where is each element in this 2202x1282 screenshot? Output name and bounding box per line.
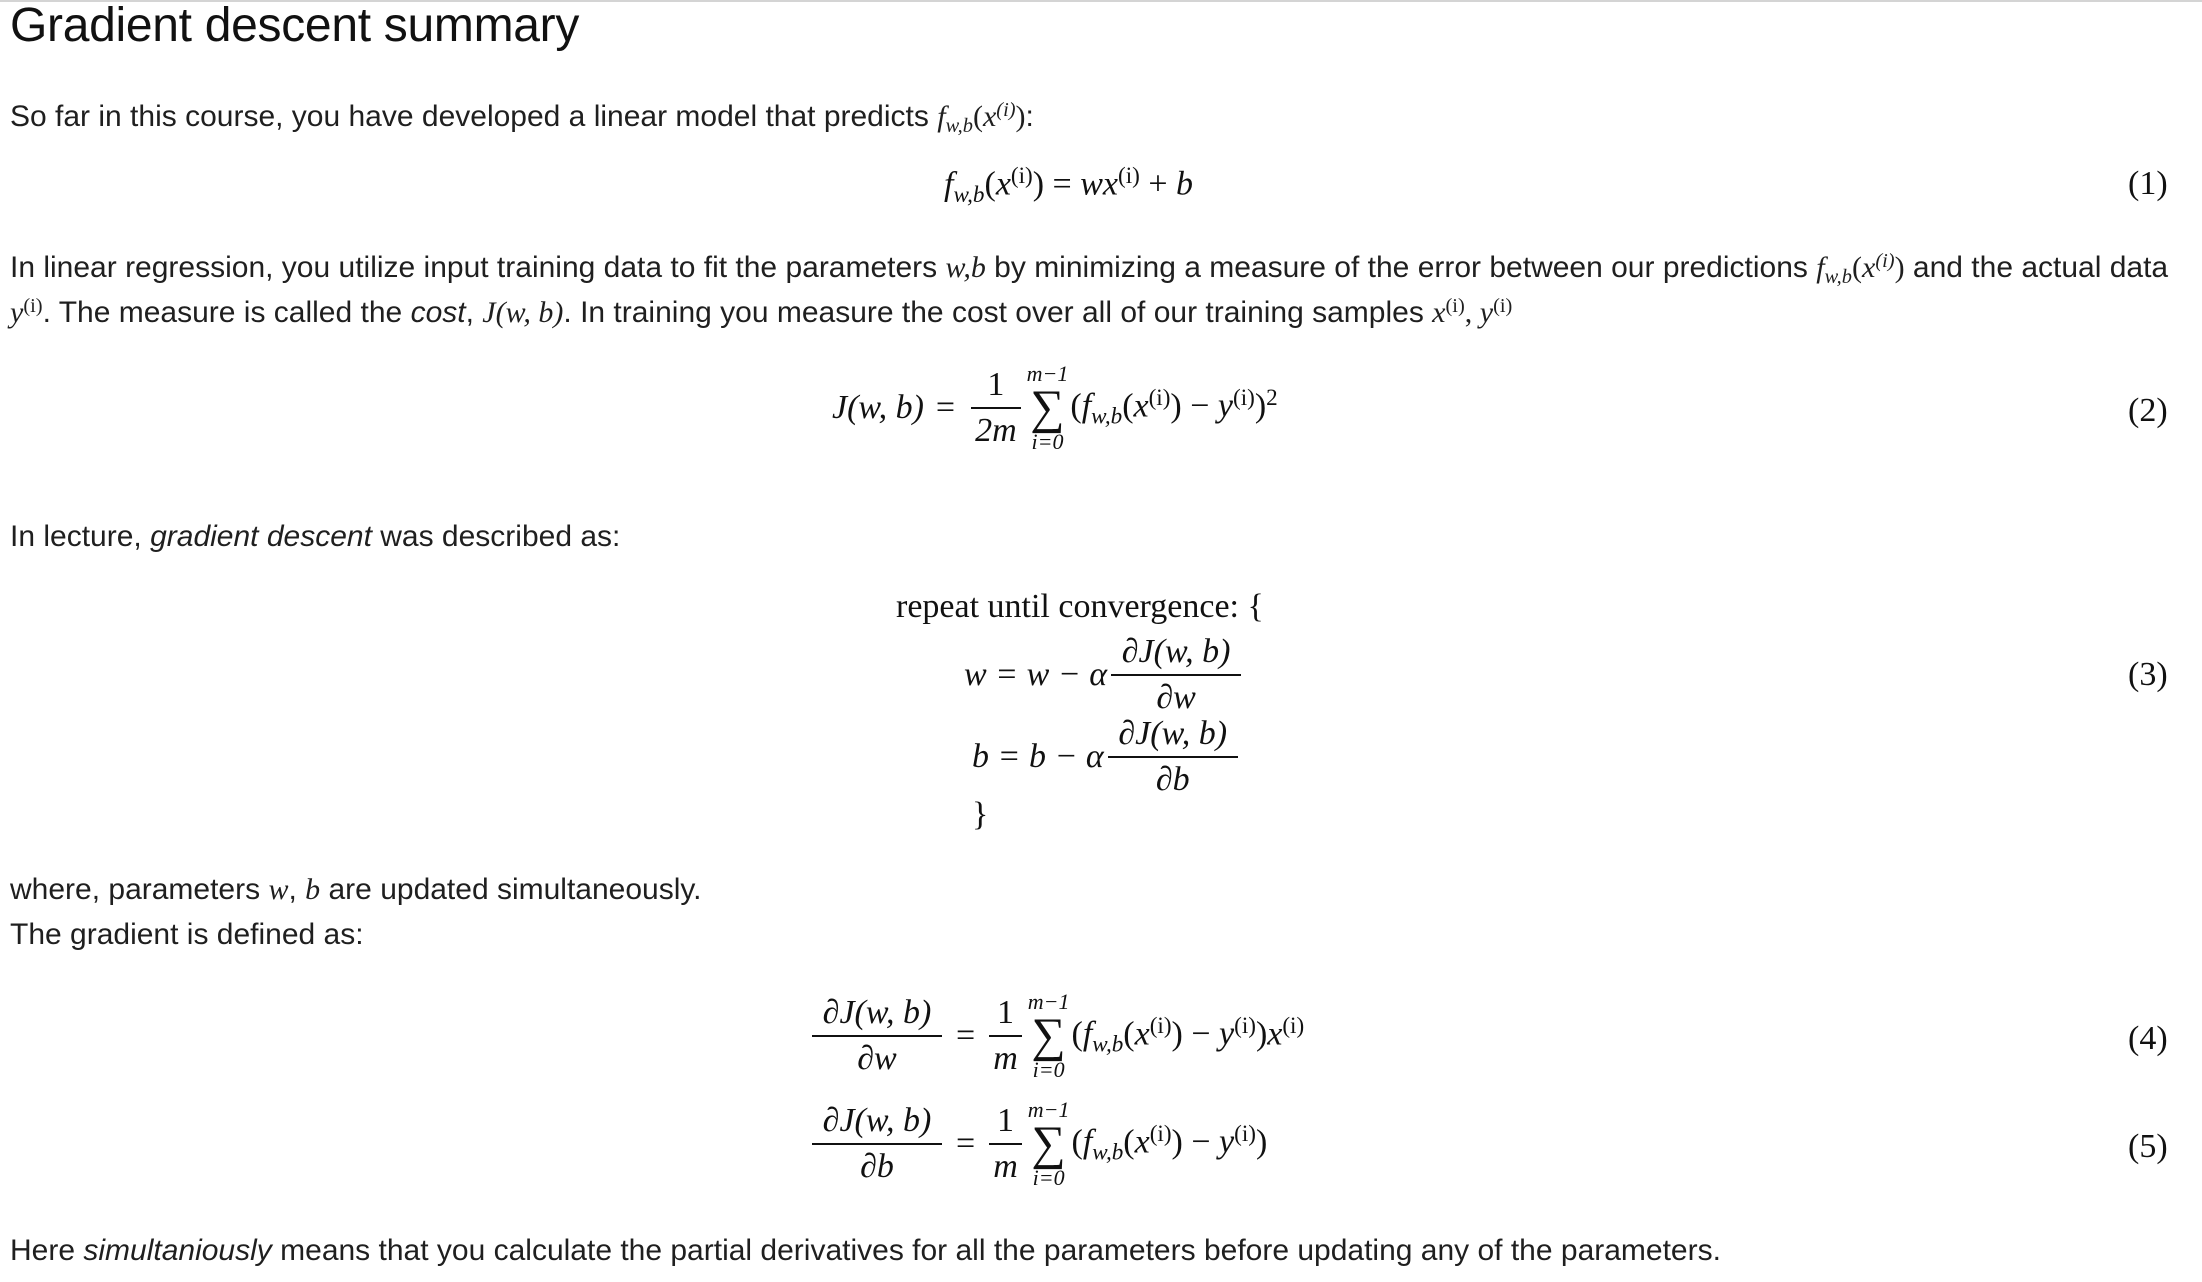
- equation-number-4: (4): [2128, 1020, 2168, 1057]
- page-title: Gradient descent summary: [10, 0, 580, 52]
- summation-b: m−1 ∑ i=0: [1027, 1097, 1070, 1190]
- gradient-definition-text: The gradient is defined as:: [10, 918, 364, 951]
- equation-5: $\frac{\partial J(w, b)}{\partial b}$ = $\frac{1}{m}$ m−1 ∑ i=0 $(f_{w,b}(x^{(i)}) - y^{(i)})$: [808, 1098, 1267, 1190]
- where-paragraph: where, parameters w, b are updated simultaneously.: [10, 873, 702, 906]
- intro-math-f: $f_{w,b}(x^{(i)})$: [937, 99, 1026, 138]
- fraction-1-over-2m: $\frac{1}{2m}$: [971, 365, 1021, 451]
- equation-number-1: (1): [2128, 165, 2168, 202]
- summation: m−1 ∑ i=0: [1026, 361, 1069, 454]
- algorithm-repeat-line: repeat until convergence: {: [896, 588, 1264, 625]
- fraction-dJ-db-lhs: $\frac{\partial J(w, b)}{\partial b}$: [812, 1101, 942, 1187]
- fraction-1-over-m-b: $\frac{1}{m}$: [989, 1101, 1022, 1187]
- fraction-dJ-dw-lhs: $\frac{\partial J(w, b)}{\partial w}$: [812, 993, 942, 1079]
- regression-line-1: In linear regression, you utilize input training data to fit the parameters w,b by minimizing a measure of the error between our predictions $f_{w,b}(x^{(i)})$ and the actual data: [10, 250, 2169, 289]
- intro-text: So far in this course, you have developed a linear model that predicts: [10, 100, 929, 134]
- intro-paragraph: [10, 92, 1034, 144]
- equation-number-3: (3): [2128, 656, 2168, 693]
- regression-line-2: $y^{(i)}$. The measure is called the cost, J(w, b). In training you measure the cost over all of our training samples $x^{(i)}$, $y^{(i)}$: [10, 295, 1513, 330]
- equation-number-2: (2): [2128, 392, 2168, 429]
- equation-2: J(w, b) = $\frac{1}{2m}$ m−1 ∑ i=0 $(f_{w,b}(x^{(i)}) - y^{(i)})^2$: [832, 361, 1278, 454]
- fraction-dJ-dw: $\frac{\partial J(w, b)}{\partial w}$: [1111, 632, 1241, 718]
- equation-1: $f_{w,b}(x^{(i)}) = wx^{(i)} + b$: [944, 163, 1194, 208]
- algorithm-close-brace: }: [972, 796, 989, 833]
- equation-4: $\frac{\partial J(w, b)}{\partial w}$ = $\frac{1}{m}$ m−1 ∑ i=0 $(f_{w,b}(x^{(i)}) - y^{(i)})x^{(i)}$: [808, 990, 1304, 1082]
- fraction-1-over-m-w: $\frac{1}{m}$: [989, 993, 1022, 1079]
- lecture-paragraph: In lecture, gradient descent was described as:: [10, 520, 621, 553]
- fraction-dJ-db: $\frac{\partial J(w, b)}{\partial b}$: [1108, 714, 1238, 800]
- intro-tail: :: [1025, 100, 1034, 134]
- closing-paragraph: Here simultaniously means that you calculate the partial derivatives for all the parameters before updating any of the parameters.: [10, 1234, 1721, 1267]
- b-update-rule: b = b − α $\frac{\partial J(w, b)}{\partial b}$: [972, 714, 1242, 800]
- equation-number-5: (5): [2128, 1128, 2168, 1165]
- w-update-rule: w = w − α $\frac{\partial J(w, b)}{\partial w}$: [964, 632, 1245, 718]
- summation-w: m−1 ∑ i=0: [1027, 989, 1070, 1082]
